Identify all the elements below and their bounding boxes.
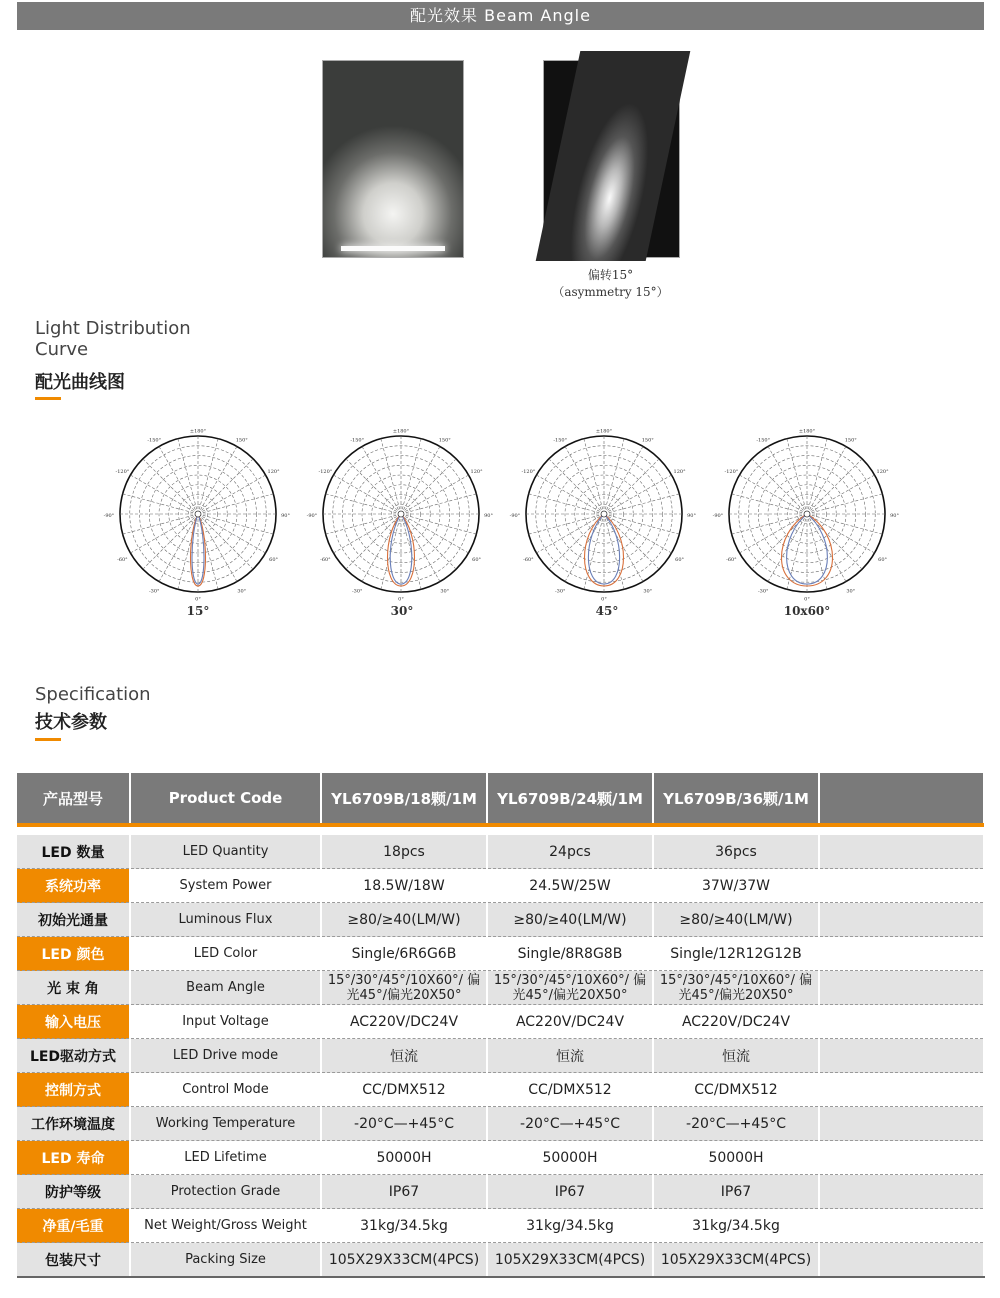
beam-caption-cn: 偏转15° [587,268,634,282]
row-value: 恒流 [487,1039,653,1073]
row-value: 15°/30°/45°/10X60°/ 偏光45°/偏光20X50° [487,971,653,1005]
row-label-cn: 初始光通量 [17,903,130,937]
polar-angle-label: -30° [351,588,363,595]
header-empty [819,773,984,823]
specification-title-cn: 技术参数 [35,712,107,733]
header-model-24: YL6709B/24颗/1M [487,773,653,823]
row-label-cn: 净重/毛重 [17,1209,130,1243]
row-value: 24pcs [487,835,653,869]
row-label-cn: 控制方式 [17,1073,130,1107]
polar-angle-label: -120° [115,469,130,476]
polar-label: 45° [595,604,619,618]
row-label-en: Control Mode [130,1073,321,1107]
row-value: 50000H [653,1141,819,1175]
row-value: ≥80/≥40(LM/W) [487,903,653,937]
table-row [17,1107,984,1141]
polar-angle-label: 60° [472,556,482,563]
row-empty-cell [819,1073,984,1107]
row-label-en: LED Quantity [130,835,321,869]
row-label-en: Beam Angle [130,971,321,1005]
table-row [17,1243,984,1278]
polar-angle-label: 60° [675,556,685,563]
row-empty-cell [819,869,984,903]
table-row [17,1141,984,1175]
row-empty-cell [819,1005,984,1039]
section-underline [35,738,61,741]
polar-angle-label: 60° [878,556,888,563]
polar-angle-label: 90° [484,513,493,519]
row-value: ≥80/≥40(LM/W) [653,903,819,937]
polar-angle-label: -30° [554,588,566,595]
table-row [17,971,984,1005]
polar-angle-label: 120° [673,469,686,476]
polar-chart-10x60 [712,428,899,603]
polar-angle-label: 120° [267,469,280,476]
polar-center [601,511,607,517]
polar-angle-label: -150° [756,437,771,444]
polar-angle-label: -120° [318,469,333,476]
row-label-cn: LED 颜色 [17,937,130,971]
table-row [17,1039,984,1073]
polar-angle-label: 30° [643,588,653,595]
table-row [17,937,984,971]
row-label-en: Net Weight/Gross Weight [130,1209,321,1243]
row-value: IP67 [653,1175,819,1209]
row-value: CC/DMX512 [653,1073,819,1107]
row-empty-cell [819,937,984,971]
row-value: AC220V/DC24V [487,1005,653,1039]
table-row [17,1175,984,1209]
polar-angle-label: ±180° [392,428,410,435]
row-value: IP67 [321,1175,487,1209]
polar-angle-label: 30° [440,588,450,595]
row-value: 37W/37W [653,869,819,903]
row-value: -20°C—+45°C [487,1107,653,1141]
polar-center [398,511,404,517]
row-value: 恒流 [653,1039,819,1073]
polar-chart-15 [103,428,290,603]
polar-angle-label: 90° [281,513,290,519]
row-empty-cell [819,1141,984,1175]
row-value: 15°/30°/45°/10X60°/ 偏光45°/偏光20X50° [653,971,819,1005]
header-model-36: YL6709B/36颗/1M [653,773,819,823]
row-value: Single/12R12G12B [653,937,819,971]
polar-angle-label: 30° [237,588,247,595]
row-value: 18pcs [321,835,487,869]
light-distribution-title-cn: 配光曲线图 [35,372,125,393]
polar-angle-label: 120° [470,469,483,476]
polar-angle-label: 90° [890,513,899,519]
row-value: 105X29X33CM(4PCS) [653,1243,819,1278]
row-value: 24.5W/25W [487,869,653,903]
section-header-beam-angle: 配光效果 Beam Angle [17,2,984,30]
row-empty-cell [819,1175,984,1209]
row-label-en: LED Drive mode [130,1039,321,1073]
row-value: ≥80/≥40(LM/W) [321,903,487,937]
row-label-en: Protection Grade [130,1175,321,1209]
beam-photo-asymmetric [543,60,680,258]
row-empty-cell [819,1209,984,1243]
table-row [17,903,984,937]
table-row [17,835,984,869]
polar-angle-label: 150° [641,437,654,444]
table-row [17,1209,984,1243]
polar-angle-label: -150° [350,437,365,444]
header-product-model: 产品型号 [17,773,130,823]
header-product-code: Product Code [130,773,321,823]
polar-label: 10x60° [783,604,831,618]
row-empty-cell [819,835,984,869]
row-label-en: System Power [130,869,321,903]
row-value: CC/DMX512 [487,1073,653,1107]
polar-center [804,511,810,517]
polar-angle-label: 0° [601,596,607,603]
polar-chart-45 [509,428,696,603]
row-label-cn: 输入电压 [17,1005,130,1039]
polar-angle-label: 90° [687,513,696,519]
row-label-cn: LED 数量 [17,835,130,869]
row-value: 31kg/34.5kg [487,1209,653,1243]
polar-angle-label: -150° [147,437,162,444]
polar-label: 15° [186,604,210,618]
row-label-cn: 系统功率 [17,869,130,903]
table-row [17,869,984,903]
row-label-en: Packing Size [130,1243,321,1278]
row-empty-cell [819,1039,984,1073]
spec-table [17,773,985,1278]
beam-caption-en: （asymmetry 15°） [552,285,669,299]
polar-angle-label: 120° [876,469,889,476]
polar-angle-label: 150° [844,437,857,444]
row-empty-cell [819,1243,984,1278]
polar-angle-label: 60° [269,556,279,563]
polar-angle-label: -150° [553,437,568,444]
row-value: -20°C—+45°C [321,1107,487,1141]
header-model-18: YL6709B/18颗/1M [321,773,487,823]
table-header-row [17,773,984,823]
row-value: 105X29X33CM(4PCS) [321,1243,487,1278]
light-distribution-title-en: Light Distribution Curve [35,318,191,360]
polar-angle-label: -90° [509,513,521,519]
polar-angle-label: -60° [726,556,737,563]
polar-angle-label: -30° [148,588,160,595]
polar-angle-label: 0° [398,596,404,603]
row-label-en: Luminous Flux [130,903,321,937]
row-value: 31kg/34.5kg [321,1209,487,1243]
row-value: -20°C—+45°C [653,1107,819,1141]
row-value: IP67 [487,1175,653,1209]
row-value: AC220V/DC24V [653,1005,819,1039]
row-value: 15°/30°/45°/10X60°/ 偏光45°/偏光20X50° [321,971,487,1005]
row-value: Single/8R8G8B [487,937,653,971]
row-value: Single/6R6G6B [321,937,487,971]
polar-angle-label: -90° [103,513,115,519]
row-label-en: Input Voltage [130,1005,321,1039]
row-empty-cell [819,971,984,1005]
polar-angle-label: 0° [804,596,810,603]
row-label-cn: 光 束 角 [17,971,130,1005]
row-value: CC/DMX512 [321,1073,487,1107]
row-label-cn: 包装尺寸 [17,1243,130,1278]
specification-title-en: Specification [35,684,151,705]
polar-angle-label: -60° [523,556,534,563]
row-value: 恒流 [321,1039,487,1073]
row-empty-cell [819,903,984,937]
row-label-en: LED Lifetime [130,1141,321,1175]
beam-photo-symmetric [322,60,464,258]
polar-angle-label: 150° [438,437,451,444]
polar-angle-label: 0° [195,596,201,603]
polar-angle-label: -120° [724,469,739,476]
polar-angle-label: -90° [712,513,724,519]
polar-angle-label: -120° [521,469,536,476]
row-label-en: Working Temperature [130,1107,321,1141]
row-label-en: LED Color [130,937,321,971]
polar-angle-label: 30° [846,588,856,595]
section-underline [35,397,61,400]
polar-angle-label: 150° [235,437,248,444]
polar-angle-label: -30° [757,588,769,595]
polar-angle-label: -60° [117,556,128,563]
row-empty-cell [819,1107,984,1141]
row-value: 36pcs [653,835,819,869]
row-value: 18.5W/18W [321,869,487,903]
polar-angle-label: ±180° [798,428,816,435]
row-label-cn: LED驱动方式 [17,1039,130,1073]
polar-angle-label: ±180° [595,428,613,435]
row-value: 31kg/34.5kg [653,1209,819,1243]
row-label-cn: 防护等级 [17,1175,130,1209]
row-value: 105X29X33CM(4PCS) [487,1243,653,1278]
row-label-cn: LED 寿命 [17,1141,130,1175]
table-row [17,1005,984,1039]
row-label-cn: 工作环境温度 [17,1107,130,1141]
polar-chart-30 [306,428,493,603]
table-row [17,1073,984,1107]
polar-angle-label: -60° [320,556,331,563]
polar-angle-label: ±180° [189,428,207,435]
polar-label: 30° [390,604,414,618]
polar-angle-label: -90° [306,513,318,519]
row-value: 50000H [321,1141,487,1175]
row-value: AC220V/DC24V [321,1005,487,1039]
row-value: 50000H [487,1141,653,1175]
polar-center [195,511,201,517]
